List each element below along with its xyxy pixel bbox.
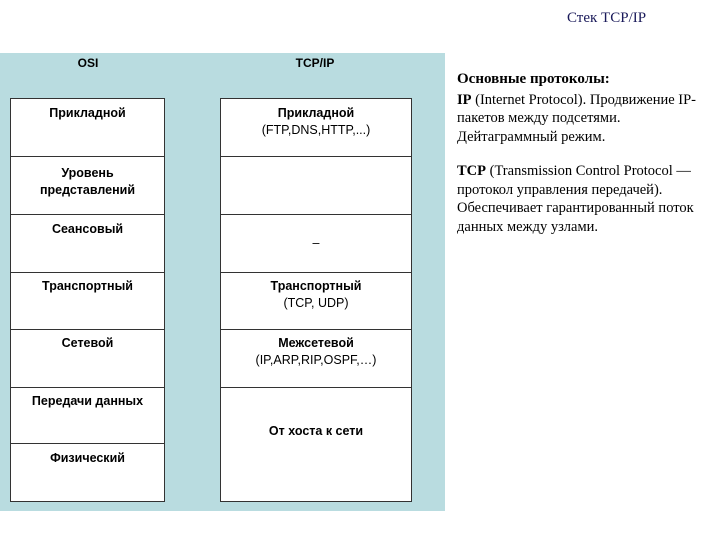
slide-title: Стек TCP/IP [567,10,647,26]
ip-full-name: (Internet Protocol). [471,91,587,108]
osi-header: OSI [77,56,99,70]
ip-description: Продвижение IP-пакетов между подсетями. Дейтаграммный режим. [457,91,696,145]
tcpip-layer-host-to-network: От хоста к сети [268,424,364,438]
tcp-abbr: TCP [457,163,486,179]
tcpip-layer-application: Прикладной (FTP,DNS,HTTP,...) [221,99,411,157]
tcp-full-name: (Transmission Control Protocol — протокол управления передачей). [457,163,691,198]
tcpip-layer-transport: Транспортный (TCP, UDP) [221,273,411,330]
osi-layer-network: Сетевой [11,330,164,388]
osi-layer-physical: Физический [50,451,125,465]
osi-layer-presentation: Уровень представлений [11,157,164,215]
tcpip-layer-internet: Межсетевой (IP,ARP,RIP,OSPF,…) [221,330,411,388]
osi-layer-application: Прикладной [11,99,164,157]
ip-abbr: IP [457,91,472,108]
osi-tcpip-diagram [0,53,445,511]
tcpip-layer-empty-2: – [221,215,411,273]
tcpip-layer-empty-1 [221,157,411,215]
osi-layer-session: Сеансовый [11,215,164,273]
osi-layer-transport: Транспортный [11,273,164,330]
protocols-text [457,70,717,236]
protocols-heading: Основные протоколы: [457,71,610,87]
tcpip-column [220,98,412,502]
tcpip-header: TCP/IP [295,56,335,70]
tcp-protocol-paragraph [457,162,717,236]
ip-protocol-paragraph [457,91,717,147]
osi-column [10,98,165,502]
osi-layer-datalink: Передачи данных [11,388,164,444]
tcp-description: Обеспечивает гарантированный поток данных между узлами. [457,200,694,235]
